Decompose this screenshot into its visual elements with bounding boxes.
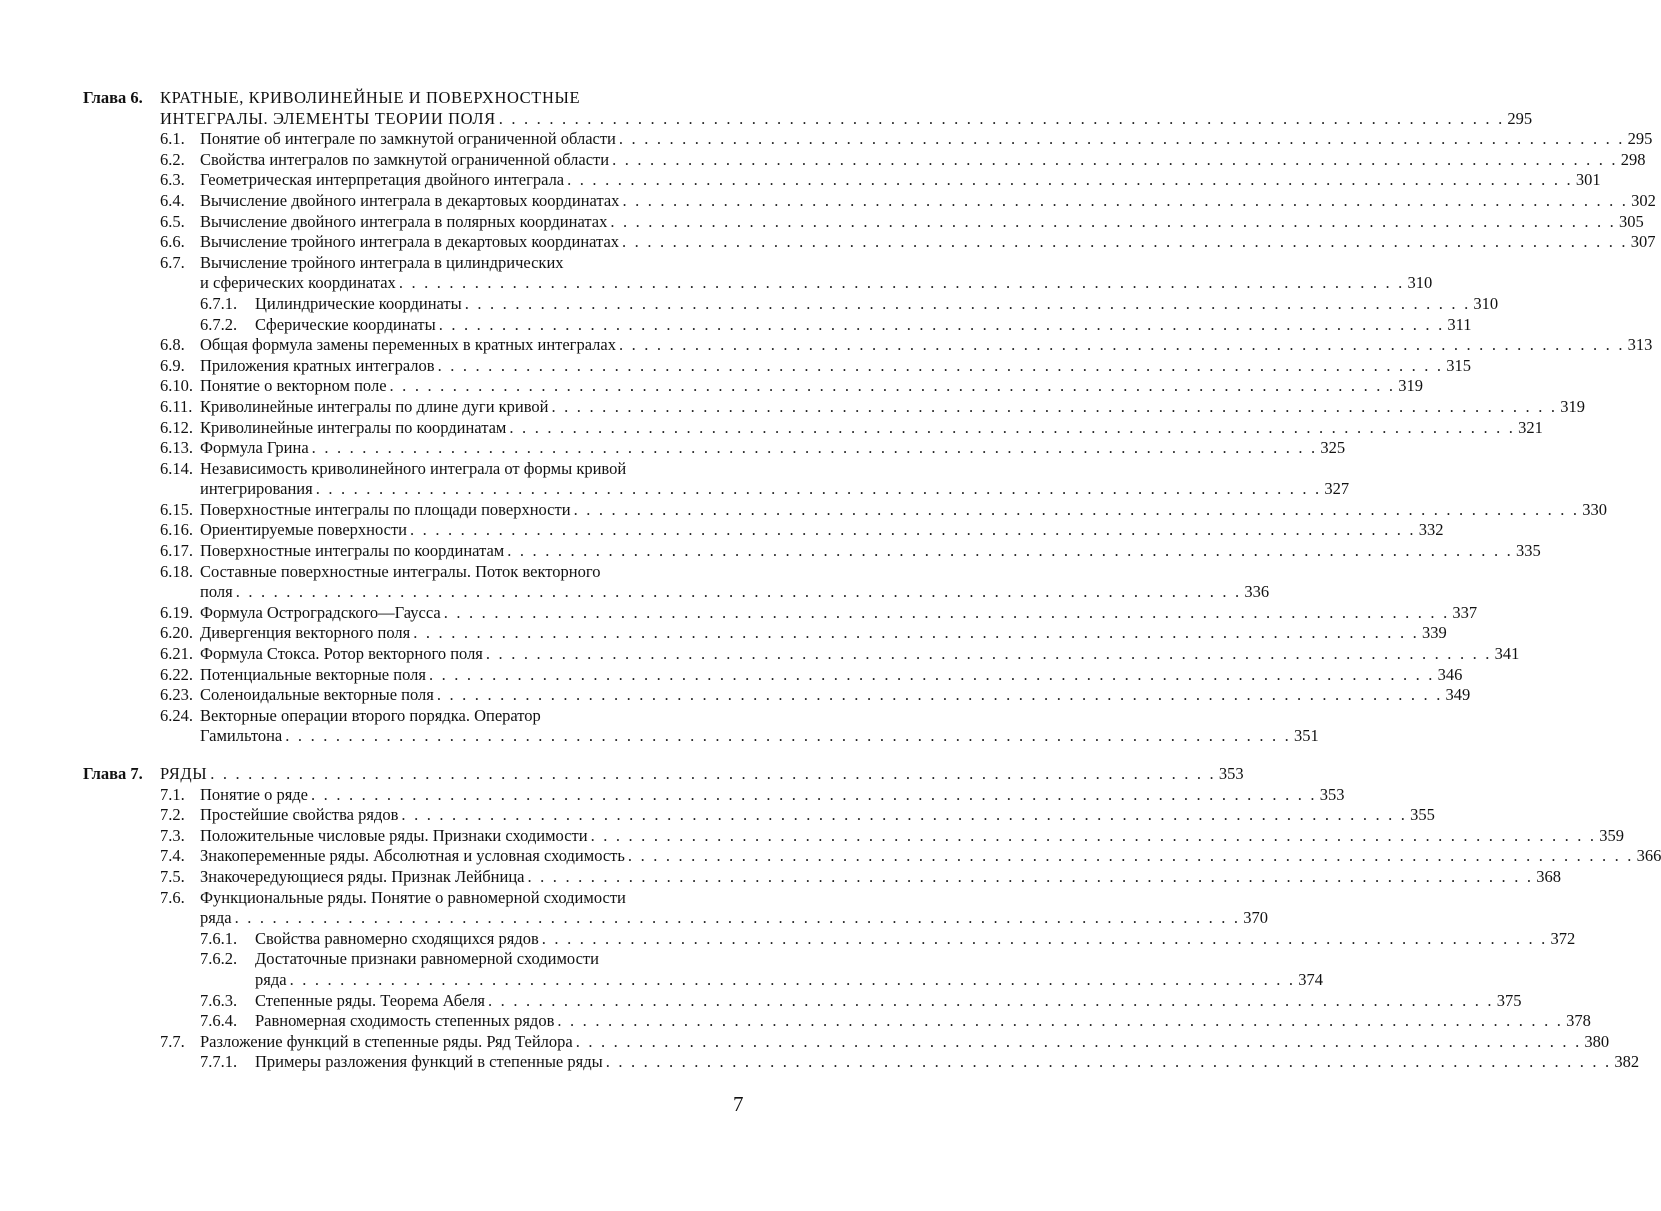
page-ref: 305 [1619,211,1644,231]
entry-number: 7.7. [160,1031,185,1051]
chapter-7 [0,764,1661,1073]
entry-title: и сферических координатах [200,273,396,293]
chapter-heading-line [0,108,1533,130]
dot-leader: . . . . . . . . . . . . . . . . . . . . . . . . . . . . . . . . . . . . . . . . . . . . . . . . . . . . . . . . . . . . . . . . . . . . . . . . . . . . . . . . [541,928,1548,948]
entry-title: Вычисление тройного интеграла в декартовых координатах [200,232,620,252]
entry-title-row [200,825,1625,847]
entry-title: Формула Грина [200,438,309,458]
entry-title-row [200,479,1350,500]
page-ref: 372 [1550,928,1576,948]
entry-title: Разложение функций в степенные ряды. Ряд Тейлора [200,1031,573,1051]
toc-entry-line [0,1011,1591,1032]
entry-title-row [200,438,1346,459]
entry-number: 6.14. [160,458,193,478]
entry-title-row [200,726,1319,747]
entry-number: 6.7. [160,252,185,272]
page-ref: 325 [1320,438,1346,458]
toc-entry-line [0,376,1423,397]
toc-entry-line [0,582,1270,603]
toc-entry-line [0,969,1323,991]
entry-title: Свойства равномерно сходящихся рядов [255,928,539,948]
entry-title: Формула Стокса. Ротор векторного поля [200,644,483,664]
entry-number: 6.22. [160,664,193,684]
entry-title-row [200,129,1653,150]
entry-number: 7.7.1. [200,1052,238,1072]
entry-title-row [200,232,1656,253]
entry-number: 6.20. [160,623,193,643]
toc-entry-line [0,949,828,970]
entry-title: Криволинейные интегралы по координатам [200,417,507,437]
toc-entry-line [0,825,1625,847]
dot-leader: . . . . . . . . . . . . . . . . . . . . . . . . . . . . . . . . . . . . . . . . . . . . . . . . . . . . . . . . . . . . . . . . . . . . . . . . . . . . . . . . [618,129,1625,149]
dot-leader: . . . . . . . . . . . . . . . . . . . . . . . . . . . . . . . . . . . . . . . . . . . . . . . . . . . . . . . . . . . . . . . . . . . . . . . . . . . . . . . . [210,764,1216,783]
entry-number: 6.19. [160,602,193,622]
toc-entry-line [0,190,1656,212]
dot-leader: . . . . . . . . . . . . . . . . . . . . . . . . . . . . . . . . . . . . . . . . . . . . . . . . . . . . . . . . . . . . . . . . . . . . . . . . . . . . . . . . [413,623,1419,643]
entry-title: поля [200,582,233,602]
entry-title: Вычисление тройного интеграла в цилиндрических [200,252,564,272]
page-ref: 321 [1518,417,1543,437]
entry-title: Поверхностные интегралы по координатам [200,541,505,561]
entry-title-row [200,211,1644,233]
chapter-label: Глава 6. [83,88,143,107]
entry-number: 6.9. [160,355,185,375]
entry-number: 7.6.3. [200,990,238,1010]
page-ref: 319 [1560,396,1585,416]
dot-leader: . . . . . . . . . . . . . . . . . . . . . . . . . . . . . . . . . . . . . . . . . . . . . . . . . . . . . . . . . . . . . . . . . . . . . . . . . . . . . . . . [610,211,1617,231]
page-ref: 337 [1452,602,1478,622]
entry-number: 7.6.4. [200,1011,238,1031]
dot-leader: . . . . . . . . . . . . . . . . . . . . . . . . . . . . . . . . . . . . . . . . . . . . . . . . . . . . . . . . . . . . . . . . . . . . . . . . . . . . . . . . [401,805,1408,825]
entry-title-row [200,149,1646,171]
entry-title: Поверхностные интегралы по площади поверхности [200,499,571,519]
entry-title: Функциональные ряды. Понятие о равномерной сходимости [200,887,626,907]
page-ref: 353 [1319,784,1345,804]
dot-leader: . . . . . . . . . . . . . . . . . . . . . . . . . . . . . . . . . . . . . . . . . . . . . . . . . . . . . . . . . . . . . . . . . . . . . . . . . . . . . . . . [235,582,1242,602]
page-ref: 327 [1324,479,1350,499]
entry-title: Простейшие свойства рядов [200,805,399,825]
toc-entry-line [0,417,1543,439]
entry-title-row [200,541,1541,562]
entry-number: 7.6.1. [200,928,238,948]
entry-title-row [200,888,741,909]
page-ref: 307 [1630,232,1656,252]
entry-title: Составные поверхностные интегралы. Поток векторного [200,561,601,581]
entry-title-row [200,499,1607,521]
entry-title-row [200,846,1661,867]
page-ref: 335 [1515,541,1541,561]
entry-number: 6.6. [160,232,185,252]
entry-number: 6.7.1. [200,293,238,313]
page-ref: 374 [1298,969,1323,989]
entry-title: Потенциальные векторные поля [200,664,426,684]
page-ref: 355 [1410,805,1435,825]
chapter-title: ИНТЕГРАЛЫ. ЭЛЕМЕНТЫ ТЕОРИИ ПОЛЯ [160,108,496,128]
dot-leader: . . . . . . . . . . . . . . . . . . . . . . . . . . . . . . . . . . . . . . . . . . . . . . . . . . . . . . . . . . . . . . . . . . . . . . . . . . . . . . . . [618,335,1625,355]
entry-title-row [160,764,1244,785]
page-ref: 313 [1627,335,1653,355]
toc-entry-line [0,908,1268,929]
entry-title-row [200,376,1423,397]
dot-leader: . . . . . . . . . . . . . . . . . . . . . . . . . . . . . . . . . . . . . . . . . . . . . . . . . . . . . . . . . . . . . . . . . . . . . . . . . . . . . . . . [311,784,1317,804]
page-ref: 295 [1627,129,1653,149]
entry-title-row [255,293,1499,315]
page-ref: 336 [1244,582,1270,602]
entry-number: 6.13. [160,438,193,458]
entry-number: 6.24. [160,705,193,725]
entry-title: ряда [255,969,287,989]
dot-leader: . . . . . . . . . . . . . . . . . . . . . . . . . . . . . . . . . . . . . . . . . . . . . . . . . . . . . . . . . . . . . . . . . . . . . . . . . . . . . . . . [488,990,1494,1010]
dot-leader: . . . . . . . . . . . . . . . . . . . . . . . . . . . . . . . . . . . . . . . . . . . . . . . . . . . . . . . . . . . . . . . . . . . . . . . . . . . . . . . . [437,355,1444,375]
dot-leader: . . . . . . . . . . . . . . . . . . . . . . . . . . . . . . . . . . . . . . . . . . . . . . . . . . . . . . . . . . . . . . . . . . . . . . . . . . . . . . . . [622,190,1629,210]
toc-entry-line [0,438,1346,459]
entry-number: 7.5. [160,866,185,886]
entry-title-row [200,459,741,480]
entry-title: Вычисление двойного интеграла в декартовых координатах [200,190,620,210]
entry-title-row [160,88,741,109]
entry-number: 7.1. [160,784,185,804]
page-ref: 319 [1398,376,1423,396]
dot-leader: . . . . . . . . . . . . . . . . . . . . . . . . . . . . . . . . . . . . . . . . . . . . . . . . . . . . . . . . . . . . . . . . . . . . . . . . . . . . . . . . [285,726,1291,746]
entry-title: Соленоидальные векторные поля [200,685,434,705]
entry-number: 7.4. [160,846,185,866]
entry-title: Независимость криволинейного интеграла от формы кривой [200,458,627,478]
entry-number: 7.3. [160,825,185,845]
page-ref: 315 [1446,355,1472,375]
page-ref: 301 [1575,170,1601,190]
toc-entry-line [0,1052,1640,1073]
entry-title: Примеры разложения функций в степенные ряды [255,1052,603,1072]
entry-title-row [255,990,1522,1012]
entry-title: Понятие об интеграле по замкнутой ограниченной области [200,129,616,149]
entry-title: Криволинейные интегралы по длине дуги кривой [200,396,549,416]
page-ref: 302 [1631,190,1656,210]
toc-entry-line [0,602,1478,624]
entry-title: Знакочередующиеся ряды. Признак Лейбница [200,866,525,886]
page-ref: 370 [1243,908,1268,928]
chapter-label: Глава 7. [83,764,143,783]
page-ref: 349 [1445,685,1471,705]
page-ref: 351 [1293,726,1319,746]
entry-title-row [255,969,1323,991]
entry-title-row [200,190,1656,212]
entry-title-row [255,1052,1640,1073]
page-ref: 375 [1496,990,1522,1010]
entry-title-row [200,706,741,727]
entry-number: 6.10. [160,376,193,396]
dot-leader: . . . . . . . . . . . . . . . . . . . . . . . . . . . . . . . . . . . . . . . . . . . . . . . . . . . . . . . . . . . . . . . . . . . . . . . . . . . . . . . . [627,846,1634,866]
entry-number: 6.21. [160,644,193,664]
entry-number: 6.17. [160,541,193,561]
toc-entry-line [0,784,1345,806]
dot-leader: . . . . . . . . . . . . . . . . . . . . . . . . . . . . . . . . . . . . . . . . . . . . . . . . . . . . . . . . . . . . . . . . . . . . . . . . . . . . . . . . [315,479,1322,499]
toc-entry-line [0,129,1653,150]
entry-title-row [200,908,1268,929]
toc-entry-line [0,149,1646,171]
dot-leader: . . . . . . . . . . . . . . . . . . . . . . . . . . . . . . . . . . . . . . . . . . . . . . . . . . . . . . . . . . . . . . . . . . . . . . . . . . . . . . . . [234,908,1241,928]
page-ref: 366 [1636,846,1661,866]
page-ref: 310 [1473,293,1499,313]
entry-title: Сферические координаты [255,314,436,334]
dot-leader: . . . . . . . . . . . . . . . . . . . . . . . . . . . . . . . . . . . . . . . . . . . . . . . . . . . . . . . . . . . . . . . . . . . . . . . . . . . . . . . . [289,969,1296,989]
page-ref: 382 [1614,1052,1640,1072]
entry-title-row [200,582,1270,603]
dot-leader: . . . . . . . . . . . . . . . . . . . . . . . . . . . . . . . . . . . . . . . . . . . . . . . . . . . . . . . . . . . . . . . . . . . . . . . . . . . . . . . . [464,293,1471,313]
entry-number: 6.11. [160,396,193,416]
entry-title: Понятие о векторном поле [200,376,387,396]
entry-number: 7.2. [160,805,185,825]
page-ref: 339 [1421,623,1447,643]
dot-leader: . . . . . . . . . . . . . . . . . . . . . . . . . . . . . . . . . . . . . . . . . . . . . . . . . . . . . . . . . . . . . . . . . . . . . . . . . . . . . . . . [575,1031,1582,1051]
toc-entry-line [0,479,1350,500]
page-ref: 359 [1599,825,1625,845]
toc-entry-line [0,866,1561,888]
toc-entry-line [0,562,828,583]
chapter-6 [0,88,1656,747]
entry-title-row [255,949,741,970]
entry-number: 6.1. [160,129,185,149]
entry-title-row [160,108,1533,130]
entry-title-row [200,685,1471,706]
toc-entry-line [0,541,1541,562]
entry-title-row [255,1011,1591,1032]
toc-entry-line [0,335,1653,356]
dot-leader: . . . . . . . . . . . . . . . . . . . . . . . . . . . . . . . . . . . . . . . . . . . . . . . . . . . . . . . . . . . . . . . . . . . . . . . . . . . . . . . . [557,1011,1564,1031]
dot-leader: . . . . . . . . . . . . . . . . . . . . . . . . . . . . . . . . . . . . . . . . . . . . . . . . . . . . . . . . . . . . . . . . . . . . . . . . . . . . . . . . [573,499,1580,519]
entry-title: Положительные числовые ряды. Признаки сходимости [200,825,588,845]
entry-title: Свойства интегралов по замкнутой ограниченной области [200,149,610,169]
entry-number: 6.18. [160,561,193,581]
toc-entry-line [0,664,1463,686]
dot-leader: . . . . . . . . . . . . . . . . . . . . . . . . . . . . . . . . . . . . . . . . . . . . . . . . . . . . . . . . . . . . . . . . . . . . . . . . . . . . . . . . [507,541,1513,561]
toc-entry-line [0,273,1433,294]
dot-leader: . . . . . . . . . . . . . . . . . . . . . . . . . . . . . . . . . . . . . . . . . . . . . . . . . . . . . . . . . . . . . . . . . . . . . . . . . . . . . . . . [498,108,1505,128]
dot-leader: . . . . . . . . . . . . . . . . . . . . . . . . . . . . . . . . . . . . . . . . . . . . . . . . . . . . . . . . . . . . . . . . . . . . . . . . . . . . . . . . [398,273,1405,293]
entry-title: Степенные ряды. Теорема Абеля [255,990,486,1010]
entry-title-row [200,335,1653,356]
toc-entry-line [0,623,1447,644]
toc-entry-line [0,644,1520,665]
entry-title-row [200,417,1543,439]
entry-title-row [200,355,1472,377]
entry-title: интегрирования [200,479,313,499]
page-ref: 330 [1582,499,1607,519]
entry-title-row [200,805,1435,826]
dot-leader: . . . . . . . . . . . . . . . . . . . . . . . . . . . . . . . . . . . . . . . . . . . . . . . . . . . . . . . . . . . . . . . . . . . . . . . . . . . . . . . . [438,314,1445,334]
entry-title: Цилиндрические координаты [255,293,462,313]
entry-title: Приложения кратных интегралов [200,355,435,375]
entry-title-row [255,928,1576,950]
entry-title-row [200,253,741,274]
toc-entry-line [0,314,1472,336]
dot-leader: . . . . . . . . . . . . . . . . . . . . . . . . . . . . . . . . . . . . . . . . . . . . . . . . . . . . . . . . . . . . . . . . . . . . . . . . . . . . . . . . [436,685,1443,705]
dot-leader: . . . . . . . . . . . . . . . . . . . . . . . . . . . . . . . . . . . . . . . . . . . . . . . . . . . . . . . . . . . . . . . . . . . . . . . . . . . . . . . . [509,417,1516,437]
entry-title: Дивергенция векторного поля [200,623,411,643]
entry-title: Гамильтона [200,726,283,746]
entry-number: 7.6. [160,887,185,907]
entry-title-row [200,644,1520,665]
entry-number: 6.15. [160,499,193,519]
entry-title-row [200,1031,1610,1053]
entry-number: 6.16. [160,520,193,540]
toc-entry-line [0,1031,1610,1053]
entry-number: 6.2. [160,149,185,169]
entry-title: Векторные операции второго порядка. Оператор [200,705,541,725]
page-ref: 380 [1584,1031,1610,1051]
entry-number: 6.8. [160,335,185,355]
chapter-title: РЯДЫ [160,764,208,783]
page-number: 7 [733,1092,744,1116]
toc-entry-line [0,990,1522,1012]
entry-title: Ориентируемые поверхности [200,520,408,540]
toc-entry-line [0,805,1435,826]
toc-entry-line [0,293,1499,315]
entry-number: 6.5. [160,211,185,231]
entry-number: 6.7.2. [200,314,238,334]
entry-title: Понятие о ряде [200,784,309,804]
entry-number: 6.12. [160,417,193,437]
entry-title-row [200,520,1444,541]
toc-entry-line [0,355,1472,377]
toc-entry-line [0,928,1576,950]
toc-entry-line [0,888,828,909]
entry-title-row [200,784,1345,806]
dot-leader: . . . . . . . . . . . . . . . . . . . . . . . . . . . . . . . . . . . . . . . . . . . . . . . . . . . . . . . . . . . . . . . . . . . . . . . . . . . . . . . . [443,602,1450,622]
entry-title: Геометрическая интерпретация двойного интеграла [200,170,565,190]
entry-title: Формула Остроградского—Гаусса [200,602,441,622]
dot-leader: . . . . . . . . . . . . . . . . . . . . . . . . . . . . . . . . . . . . . . . . . . . . . . . . . . . . . . . . . . . . . . . . . . . . . . . . . . . . . . . . [551,396,1558,416]
dot-leader: . . . . . . . . . . . . . . . . . . . . . . . . . . . . . . . . . . . . . . . . . . . . . . . . . . . . . . . . . . . . . . . . . . . . . . . . . . . . . . . . [590,825,1597,845]
toc-entry-line [0,396,1585,418]
dot-leader: . . . . . . . . . . . . . . . . . . . . . . . . . . . . . . . . . . . . . . . . . . . . . . . . . . . . . . . . . . . . . . . . . . . . . . . . . . . . . . . . [485,644,1492,664]
dot-leader: . . . . . . . . . . . . . . . . . . . . . . . . . . . . . . . . . . . . . . . . . . . . . . . . . . . . . . . . . . . . . . . . . . . . . . . . . . . . . . . . [612,149,1618,169]
entry-title-row [200,664,1463,686]
toc-entry-line [0,170,1601,191]
entry-title-row [200,170,1601,191]
toc-entry-line [0,253,828,274]
dot-leader: . . . . . . . . . . . . . . . . . . . . . . . . . . . . . . . . . . . . . . . . . . . . . . . . . . . . . . . . . . . . . . . . . . . . . . . . . . . . . . . . [527,866,1534,886]
page-ref: 378 [1566,1011,1591,1031]
entry-title-row [255,314,1472,336]
toc-entry-line [0,459,828,480]
page-ref: 311 [1447,314,1472,334]
entry-title-row [200,623,1447,644]
entry-title: Равномерная сходимость степенных рядов [255,1011,555,1031]
entry-title-row [200,562,741,583]
dot-leader: . . . . . . . . . . . . . . . . . . . . . . . . . . . . . . . . . . . . . . . . . . . . . . . . . . . . . . . . . . . . . . . . . . . . . . . . . . . . . . . . [428,664,1435,684]
page-ref: 368 [1536,866,1561,886]
dot-leader: . . . . . . . . . . . . . . . . . . . . . . . . . . . . . . . . . . . . . . . . . . . . . . . . . . . . . . . . . . . . . . . . . . . . . . . . . . . . . . . . [389,376,1396,396]
page-ref: 341 [1494,644,1520,664]
toc-entry-line [0,520,1444,541]
entry-title-row [200,602,1478,624]
toc-entry-line [0,211,1644,233]
toc-entry-line [0,499,1607,521]
page-ref: 310 [1407,273,1433,293]
chapter-title: КРАТНЫЕ, КРИВОЛИНЕЙНЫЕ И ПОВЕРХНОСТНЫЕ [160,88,581,107]
entry-title-row [200,866,1561,888]
page-ref: 353 [1218,764,1244,783]
entry-title: Знакопеременные ряды. Абсолютная и условная сходимость [200,846,625,866]
entry-number: 6.4. [160,190,185,210]
entry-title: Достаточные признаки равномерной сходимости [255,949,599,969]
toc-entry-line [0,846,1661,867]
entry-title: Вычисление двойного интеграла в полярных координатах [200,211,608,231]
page-ref: 295 [1507,108,1533,128]
page-ref: 346 [1437,664,1463,684]
dot-leader: . . . . . . . . . . . . . . . . . . . . . . . . . . . . . . . . . . . . . . . . . . . . . . . . . . . . . . . . . . . . . . . . . . . . . . . . . . . . . . . . [605,1052,1612,1072]
toc-entry-line [0,726,1319,747]
entry-title: ряда [200,908,232,928]
dot-leader: . . . . . . . . . . . . . . . . . . . . . . . . . . . . . . . . . . . . . . . . . . . . . . . . . . . . . . . . . . . . . . . . . . . . . . . . . . . . . . . . [622,232,1628,252]
chapter-heading-line [0,88,828,109]
entry-number: 6.23. [160,685,193,705]
entry-number: 6.3. [160,170,185,190]
dot-leader: . . . . . . . . . . . . . . . . . . . . . . . . . . . . . . . . . . . . . . . . . . . . . . . . . . . . . . . . . . . . . . . . . . . . . . . . . . . . . . . . [410,520,1416,540]
page-ref: 298 [1620,149,1646,169]
toc-entry-line [0,685,1471,706]
toc-entry-line [0,706,828,727]
page-ref: 332 [1418,520,1444,540]
entry-title-row [200,396,1585,418]
chapter-heading-line [0,764,1244,785]
entry-title-row [200,273,1433,294]
dot-leader: . . . . . . . . . . . . . . . . . . . . . . . . . . . . . . . . . . . . . . . . . . . . . . . . . . . . . . . . . . . . . . . . . . . . . . . . . . . . . . . . [567,170,1573,190]
entry-number: 7.6.2. [200,949,238,969]
toc-entry-line [0,232,1656,253]
entry-title: Общая формула замены переменных в кратных интегралах [200,335,616,355]
dot-leader: . . . . . . . . . . . . . . . . . . . . . . . . . . . . . . . . . . . . . . . . . . . . . . . . . . . . . . . . . . . . . . . . . . . . . . . . . . . . . . . . [311,438,1318,458]
